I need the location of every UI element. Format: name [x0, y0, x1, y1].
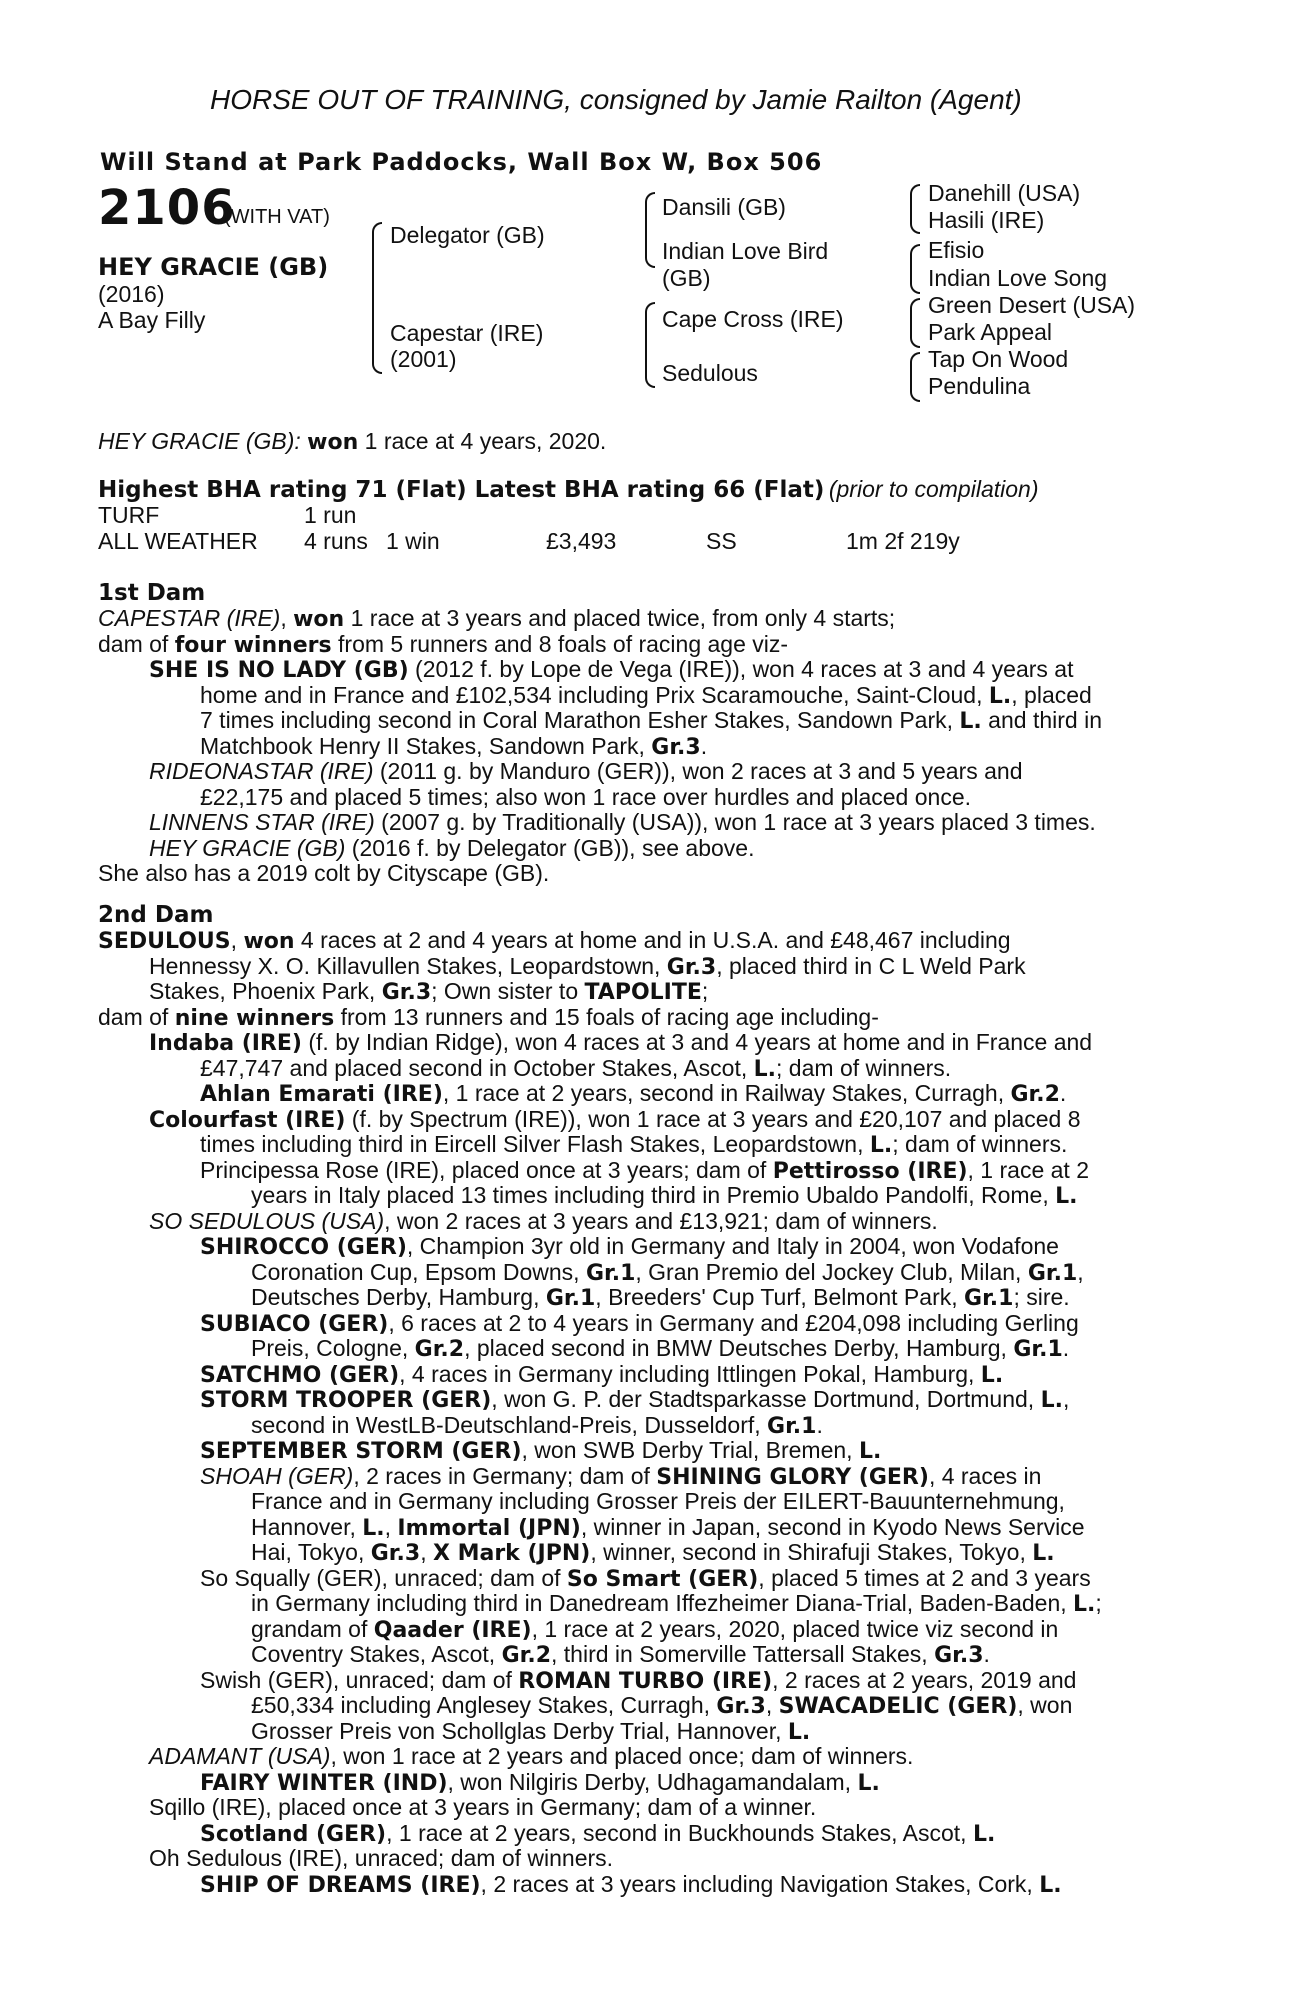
vat-note: (WITH VAT): [224, 206, 330, 228]
text-line: Hennessy X. O. Killavullen Stakes, Leopardstown, Gr.3, placed third in C L Weld Park: [149, 952, 1026, 980]
text-line: SATCHMO (GER), 4 races in Germany including Ittlingen Pokal, Hamburg, L.: [200, 1360, 1004, 1388]
text-line: Principessa Rose (IRE), placed once at 3 years; dam of Pettirosso (IRE), 1 race at 2: [200, 1156, 1089, 1184]
pedigree-sire-dam-suffix: (GB): [662, 265, 711, 291]
pedigree-brace-dam: [645, 302, 655, 388]
text-line: £50,334 including Anglesey Stakes, Curragh, Gr.3, SWACADELIC (GER), won: [251, 1692, 1073, 1719]
text-line: in Germany including third in Danedream Iffezheimer Diana-Trial, Baden-Baden, L.;: [251, 1590, 1102, 1617]
text-line: SUBIACO (GER), 6 races at 2 to 4 years in Germany and £204,098 including Gerling: [200, 1309, 1079, 1337]
turf-runs: 1 run: [304, 502, 357, 528]
pedigree-g8: Pendulina: [928, 373, 1031, 399]
pedigree-g2: Hasili (IRE): [928, 207, 1045, 233]
pedigree-brace-g2: [910, 244, 920, 294]
stand-location: Will Stand at Park Paddocks, Wall Box W, Box 506: [100, 148, 823, 176]
pedigree-g4: Indian Love Song: [928, 265, 1108, 291]
aw-prize-money: £3,493: [546, 528, 617, 554]
pedigree-dam: Capestar (IRE): [390, 320, 544, 346]
text-line: £47,747 and placed second in October Stakes, Ascot, L.; dam of winners.: [200, 1054, 952, 1082]
second-dam-section: [98, 927, 1208, 1898]
pedigree-brace-g3: [910, 298, 920, 348]
text-line: Oh Sedulous (IRE), unraced; dam of winners.: [149, 1845, 614, 1871]
horse-year: (2016): [98, 281, 165, 307]
pedigree-g3: Efisio: [928, 237, 985, 263]
pedigree-dam-year: (2001): [390, 346, 457, 372]
text-line: years in Italy placed 13 times including third in Premio Ubaldo Pandolfi, Rome, L.: [251, 1182, 1078, 1209]
text-line: She also has a 2019 colt by Cityscape (GB).: [98, 860, 550, 886]
aw-label: ALL WEATHER: [98, 528, 258, 554]
text-line: dam of nine winners from 13 runners and 15 foals of racing age including-: [98, 1003, 879, 1031]
pedigree-brace-sire: [645, 192, 655, 268]
text-line: Ahlan Emarati (IRE), 1 race at 2 years, second in Railway Stakes, Curragh, Gr.2.: [200, 1080, 1067, 1107]
pedigree-sire-dam: Indian Love Bird: [662, 238, 829, 264]
text-line: ADAMANT (USA), won 1 race at 2 years and placed once; dam of winners.: [149, 1743, 914, 1769]
pedigree-g1: Danehill (USA): [928, 180, 1081, 206]
horse-description: A Bay Filly: [98, 307, 206, 333]
text-line: So Squally (GER), unraced; dam of So Smart (GER), placed 5 times at 2 and 3 years: [200, 1564, 1091, 1592]
text-line: SEDULOUS, won 4 races at 2 and 4 years at home and in U.S.A. and £48,467 including: [98, 927, 1011, 954]
text-line: SHIROCCO (GER), Champion 3yr old in Germany and Italy in 2004, won Vodafone: [200, 1233, 1059, 1260]
consignment-title: HORSE OUT OF TRAINING, consigned by Jamie Railton (Agent): [210, 84, 1022, 115]
race-summary: HEY GRACIE (GB): won 1 race at 4 years, 2020.: [98, 428, 607, 455]
turf-label: TURF: [98, 502, 160, 528]
horse-name: HEY GRACIE (GB): [98, 253, 329, 281]
text-line: Hannover, L., Immortal (JPN), winner in Japan, second in Kyodo News Service: [251, 1513, 1085, 1541]
text-line: home and in France and £102,534 including Prix Scaramouche, Saint-Cloud, L., placed: [200, 681, 1092, 709]
text-line: LINNENS STAR (IRE) (2007 g. by Traditionally (USA)), won 1 race at 3 years placed 3 times.: [149, 809, 1096, 835]
text-line: Matchbook Henry II Stakes, Sandown Park, Gr.3.: [200, 732, 708, 760]
text-line: SHOAH (GER), 2 races in Germany; dam of SHINING GLORY (GER), 4 races in: [200, 1462, 1042, 1490]
pedigree-brace-g1: [910, 184, 920, 234]
text-line: grandam of Qaader (IRE), 1 race at 2 years, 2020, placed twice viz second in: [251, 1615, 1059, 1643]
text-line: Scotland (GER), 1 race at 2 years, second in Buckhounds Stakes, Ascot, L.: [200, 1819, 996, 1847]
text-line: RIDEONASTAR (IRE) (2011 g. by Manduro (GER)), won 2 races at 3 and 5 years and: [149, 758, 1023, 784]
first-dam-heading: 1st Dam: [98, 580, 206, 606]
lot-number: 2106: [98, 180, 236, 236]
text-line: Stakes, Phoenix Park, Gr.3; Own sister to TAPOLITE;: [149, 978, 709, 1005]
pedigree-brace-parents: [372, 222, 382, 374]
text-line: Coronation Cup, Epsom Downs, Gr.1, Gran Premio del Jockey Club, Milan, Gr.1,: [251, 1258, 1084, 1286]
pedigree-dam-sire: Cape Cross (IRE): [662, 306, 844, 332]
text-line: £22,175 and placed 5 times; also won 1 race over hurdles and placed once.: [200, 783, 972, 810]
text-line: SHIP OF DREAMS (IRE), 2 races at 3 years including Navigation Stakes, Cork, L.: [200, 1870, 1062, 1898]
text-line: times including third in Eircell Silver Flash Stakes, Leopardstown, L.; dam of winners.: [200, 1131, 1068, 1158]
text-line: Preis, Cologne, Gr.2, placed second in BMW Deutsches Derby, Hamburg, Gr.1.: [251, 1335, 1070, 1362]
pedigree-sire-sire: Dansili (GB): [662, 194, 786, 220]
text-line: Coventry Stakes, Ascot, Gr.2, third in Somerville Tattersall Stakes, Gr.3.: [251, 1641, 990, 1668]
text-line: STORM TROOPER (GER), won G. P. der Stadtsparkasse Dortmund, Dortmund, L.,: [200, 1386, 1070, 1413]
text-line: SHE IS NO LADY (GB) (2012 f. by Lope de Vega (IRE)), won 4 races at 3 and 4 years at: [149, 656, 1074, 683]
rating-line: Highest BHA rating 71 (Flat) Latest BHA rating 66 (Flat) (prior to compilation): [98, 476, 1039, 503]
pedigree-g7: Tap On Wood: [928, 346, 1069, 372]
text-line: SEPTEMBER STORM (GER), won SWB Derby Trial, Bremen, L.: [200, 1437, 882, 1464]
text-line: 7 times including second in Coral Marathon Esher Stakes, Sandown Park, L. and third in: [200, 707, 1102, 734]
text-line: Swish (GER), unraced; dam of ROMAN TURBO (IRE), 2 races at 2 years, 2019 and: [200, 1666, 1077, 1694]
second-dam-heading: 2nd Dam: [98, 902, 214, 928]
text-line: Deutsches Derby, Hamburg, Gr.1, Breeders' Cup Turf, Belmont Park, Gr.1; sire.: [251, 1284, 1070, 1311]
text-line: France and in Germany including Grosser Preis der EILERT-Bauunternehmung,: [251, 1488, 1065, 1514]
text-line: dam of four winners from 5 runners and 8 foals of racing age viz-: [98, 630, 789, 658]
text-line: HEY GRACIE (GB) (2016 f. by Delegator (GB)), see above.: [149, 834, 755, 861]
aw-wins: 1 win: [386, 528, 440, 554]
text-line: Grosser Preis von Schollglas Derby Trial, Hannover, L.: [251, 1717, 811, 1745]
text-line: second in WestLB-Deutschland-Preis, Dusseldorf, Gr.1.: [251, 1411, 823, 1439]
aw-runs: 4 runs: [304, 528, 368, 554]
pedigree-g6: Park Appeal: [928, 319, 1053, 345]
text-line: Sqillo (IRE), placed once at 3 years in Germany; dam of a winner.: [149, 1794, 817, 1820]
text-line: Hai, Tokyo, Gr.3, X Mark (JPN), winner, second in Shirafuji Stakes, Tokyo, L.: [251, 1539, 1055, 1566]
pedigree-g5: Green Desert (USA): [928, 292, 1136, 318]
pedigree-sire: Delegator (GB): [390, 222, 545, 248]
text-line: CAPESTAR (IRE), won 1 race at 3 years and placed twice, from only 4 starts;: [98, 605, 896, 632]
text-line: SO SEDULOUS (USA), won 2 races at 3 years and £13,921; dam of winners.: [149, 1207, 938, 1234]
text-line: Indaba (IRE) (f. by Indian Ridge), won 4 races at 3 and 4 years at home and in France and: [149, 1029, 1093, 1056]
pedigree-dam-dam: Sedulous: [662, 360, 758, 386]
aw-distance: 1m 2f 219y: [846, 528, 960, 554]
text-line: FAIRY WINTER (IND), won Nilgiris Derby, Udhagamandalam, L.: [200, 1768, 880, 1796]
pedigree-brace-g4: [910, 352, 920, 402]
first-dam-section: [98, 606, 1208, 888]
text-line: Colourfast (IRE) (f. by Spectrum (IRE)), won 1 race at 3 years and £20,107 and placed 8: [149, 1105, 1081, 1133]
aw-course: SS: [706, 528, 737, 554]
